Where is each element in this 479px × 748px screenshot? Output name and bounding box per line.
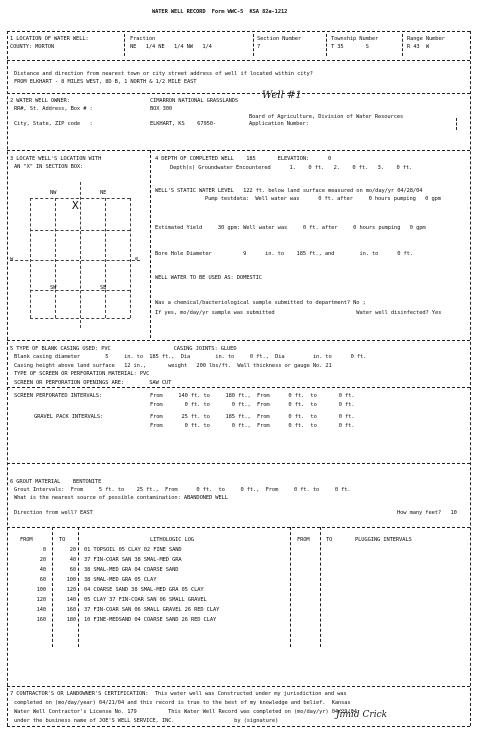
divider	[7, 527, 470, 528]
casing-height: Casing height above land surface 12 in., weight 200 lbs/ft. Wall thickness or gauge No. 21	[14, 363, 332, 369]
fraction-field: NE 1/4 NE 1/4 NW 1/4	[130, 44, 212, 50]
divider	[150, 150, 151, 338]
chemical-sample: Was a chemical/bacteriological sample submitted to department? No ;	[155, 300, 366, 306]
log-to: 120	[66, 587, 76, 593]
log-description: 05 CLAY 37 FIN-COAR SAN 06 SMALL GRAVEL	[84, 597, 207, 603]
casing-type: 5 TYPE OF BLANK CASING USED: PVC CASING JOINTS: GLUED	[10, 346, 237, 352]
contractor-signature: Jimid Crick	[336, 710, 388, 720]
township-label: Township Number	[331, 36, 379, 42]
casing-diameter: Blank casing diameter 5 in. to 185 ft., Dia in. to 0 ft., Dia in. to 0 ft.	[14, 354, 367, 360]
divider	[7, 340, 470, 341]
grid-nw-label: NW	[50, 190, 57, 196]
form-title: WATER WELL RECORD Form WWC-5 KSA 82a-1212	[152, 9, 288, 15]
divider	[470, 31, 471, 726]
divider	[326, 34, 327, 56]
log-to: 140	[66, 597, 76, 603]
divider	[124, 34, 125, 56]
log-header-lithologic: LITHOLOGIC LOG	[150, 537, 195, 543]
water-use: WELL WATER TO BE USED AS: DOMESTIC	[155, 275, 262, 281]
contamination-distance: How many feet? 10	[397, 510, 457, 516]
log-to: 180	[66, 617, 76, 623]
log-to: 160	[66, 607, 76, 613]
city-field: ELKHART, KS 67950-	[150, 121, 217, 127]
log-description: 04 COARSE SAND 38 SMAL-MED GRA 05 CLAY	[84, 587, 204, 593]
cert-line-4: under the business name of JOE'S WELL SERVICE, INC. by (signature)	[14, 718, 279, 724]
owner-name: CIMARRON NATIONAL GRASSLANDS	[150, 98, 239, 104]
divider	[78, 527, 79, 647]
depth-completed: 4 DEPTH OF COMPLETED WELL 185 ELEVATION: 0	[155, 156, 332, 162]
screen-openings: SCREEN OR PERFORATION OPENINGS ARE: SAW CUT	[14, 380, 172, 386]
cert-line-3: Water Well Contractor's License No. 179 This Water Well Record was completed on (mo/day/yr) 04/29/04	[14, 709, 357, 715]
log-header-plugging: PLUGGING INTERVALS	[355, 537, 412, 543]
log-header-plug-to: TO	[326, 537, 333, 543]
divider	[456, 118, 457, 130]
screen-type: TYPE OF SCREEN OR PERFORATION MATERIAL: PVC	[14, 371, 150, 377]
contamination-source: What is the nearest source of possible contamination: ABANDONED WELL	[14, 495, 228, 501]
divider	[290, 527, 291, 647]
sample-submitted: If yes, mo/day/yr sample was submitted Water well disinfected? Yes	[155, 310, 442, 316]
divider	[253, 34, 254, 56]
divider	[7, 387, 470, 388]
log-description: 37 FIN-COAR SAN 38 SMAL-MED GRA	[84, 557, 182, 563]
range-label: Range Number	[407, 36, 445, 42]
log-description: 38 SMAL-MED GRA 04 COARSE SAND	[84, 567, 179, 573]
static-water-level: WELL'S STATIC WATER LEVEL 122 ft. below land surface measured on mo/day/yr 04/28/04	[155, 188, 423, 194]
pump-testdata: Pump testdata: Well water was 0 ft. after 0 hours pumping 0 gpm	[205, 196, 441, 202]
distance-answer: FROM ELKHART - 8 MILES WEST, 8D B, 1 NORTH & 1/2 MILE EAST	[14, 79, 197, 85]
locate-label-2: AN "X" IN SECTION BOX:	[14, 164, 84, 170]
log-to: 40	[69, 557, 76, 563]
log-from: 40	[39, 567, 46, 573]
bore-hole-diameter: Bore Hole Diameter 9 in. to 185 ft., and in. to 0 ft.	[155, 251, 413, 257]
screen-intervals-label: SCREEN PERFORATED INTERVALS:	[14, 393, 103, 399]
log-description: 37 FIN-COAR SAN 06 SMALL GRAVEL 26 RED CLAY	[84, 607, 220, 613]
grid-e-label: e	[135, 256, 139, 262]
log-from: 0	[42, 547, 46, 553]
log-to: 20	[69, 547, 76, 553]
log-header-plug-from: FROM	[297, 537, 310, 543]
owner-label: 2 WATER WELL OWNER:	[10, 98, 70, 104]
log-header-from: FROM	[20, 537, 33, 543]
grid-sw-label: SW	[50, 285, 57, 291]
groundwater-depths: Depth(s) Groundwater Encountered 1. 0 ft. 2. 0 ft. 3. 0 ft.	[170, 165, 413, 171]
divider	[7, 686, 470, 687]
range-field: R 43 W	[407, 44, 430, 50]
log-description: 01 TOPSOIL 05 CLAY 02 FINE SAND	[84, 547, 182, 553]
well-location-x-mark: X	[72, 199, 79, 212]
gravel-interval-1: From 25 ft. to 185 ft., From 0 ft. to 0 ft.	[150, 414, 355, 420]
section-grid	[10, 182, 140, 328]
log-from: 60	[39, 577, 46, 583]
log-from: 20	[39, 557, 46, 563]
address-field: BOX 300	[150, 106, 173, 112]
log-from: 100	[36, 587, 46, 593]
grid-w-label: w	[10, 256, 14, 262]
contamination-direction: Direction from well? EAST	[14, 510, 93, 516]
log-description: 38 SMAL-MED GRA 05 CLAY	[84, 577, 157, 583]
county-field: COUNTY: MORTON	[10, 44, 55, 50]
application-number: Application Number:	[249, 121, 309, 127]
fraction-label: Fraction	[130, 36, 156, 42]
divider	[402, 34, 403, 56]
handwritten-note: Well #1	[262, 90, 302, 101]
grid-ne-label: NE	[100, 190, 107, 196]
township-field: T 35 S	[331, 44, 369, 50]
screen-interval-1: From 140 ft. to 180 ft., From 0 ft. to 0 ft.	[150, 393, 355, 399]
divider	[320, 527, 321, 647]
divider	[7, 31, 470, 32]
divider	[7, 726, 470, 727]
screen-interval-2: From 0 ft. to 0 ft., From 0 ft. to 0 ft.	[150, 402, 355, 408]
grid-se-label: SE	[100, 285, 107, 291]
log-description: 10 FINE-MEDSAND 04 COARSE SAND 26 RED CLAY	[84, 617, 217, 623]
divider	[7, 93, 470, 94]
address-label: RR#, St. Address, Box # :	[14, 106, 93, 112]
estimated-yield: Estimated Yield 30 gpm: Well water was 0 ft. after 0 hours pumping 0 gpm	[155, 225, 426, 231]
log-to: 100	[66, 577, 76, 583]
divider	[7, 60, 470, 61]
board-text: Board of Agriculture, Division of Water Resources	[249, 114, 404, 120]
log-from: 140	[36, 607, 46, 613]
cert-line-1: 7 CONTRACTOR'S OR LANDOWNER'S CERTIFICATION: This water well was Constructed under my jurisdiction and was	[10, 691, 347, 697]
section-label: Section Number	[257, 36, 302, 42]
gravel-interval-2: From 0 ft. to 0 ft., From 0 ft. to 0 ft.	[150, 423, 355, 429]
grout-material: 6 GROUT MATERIAL BENTONITE	[10, 479, 102, 485]
divider	[7, 150, 470, 151]
log-to: 60	[69, 567, 76, 573]
divider	[7, 31, 8, 726]
locate-label: 3 LOCATE WELL'S LOCATION WITH	[10, 156, 102, 162]
grout-intervals: Grout Intervals: From 5 ft. to 25 ft., From 0 ft. to 0 ft., From 0 ft. to 0 ft.	[14, 487, 351, 493]
divider	[7, 463, 470, 464]
log-from: 160	[36, 617, 46, 623]
section-field: 7	[257, 44, 261, 50]
location-label: 1 LOCATION OF WATER WELL:	[10, 36, 89, 42]
distance-question: Distance and direction from nearest town or city street address of well if located within city?	[14, 71, 313, 77]
city-label: City, State, ZIP code :	[14, 121, 93, 127]
gravel-intervals-label: GRAVEL PACK INTERVALS:	[34, 414, 104, 420]
cert-line-2: completed on (mo/day/year) 04/21/04 and this record is true to the best of my knowledge and belief. Kansas	[14, 700, 351, 706]
log-from: 120	[36, 597, 46, 603]
log-header-to: TO	[59, 537, 66, 543]
